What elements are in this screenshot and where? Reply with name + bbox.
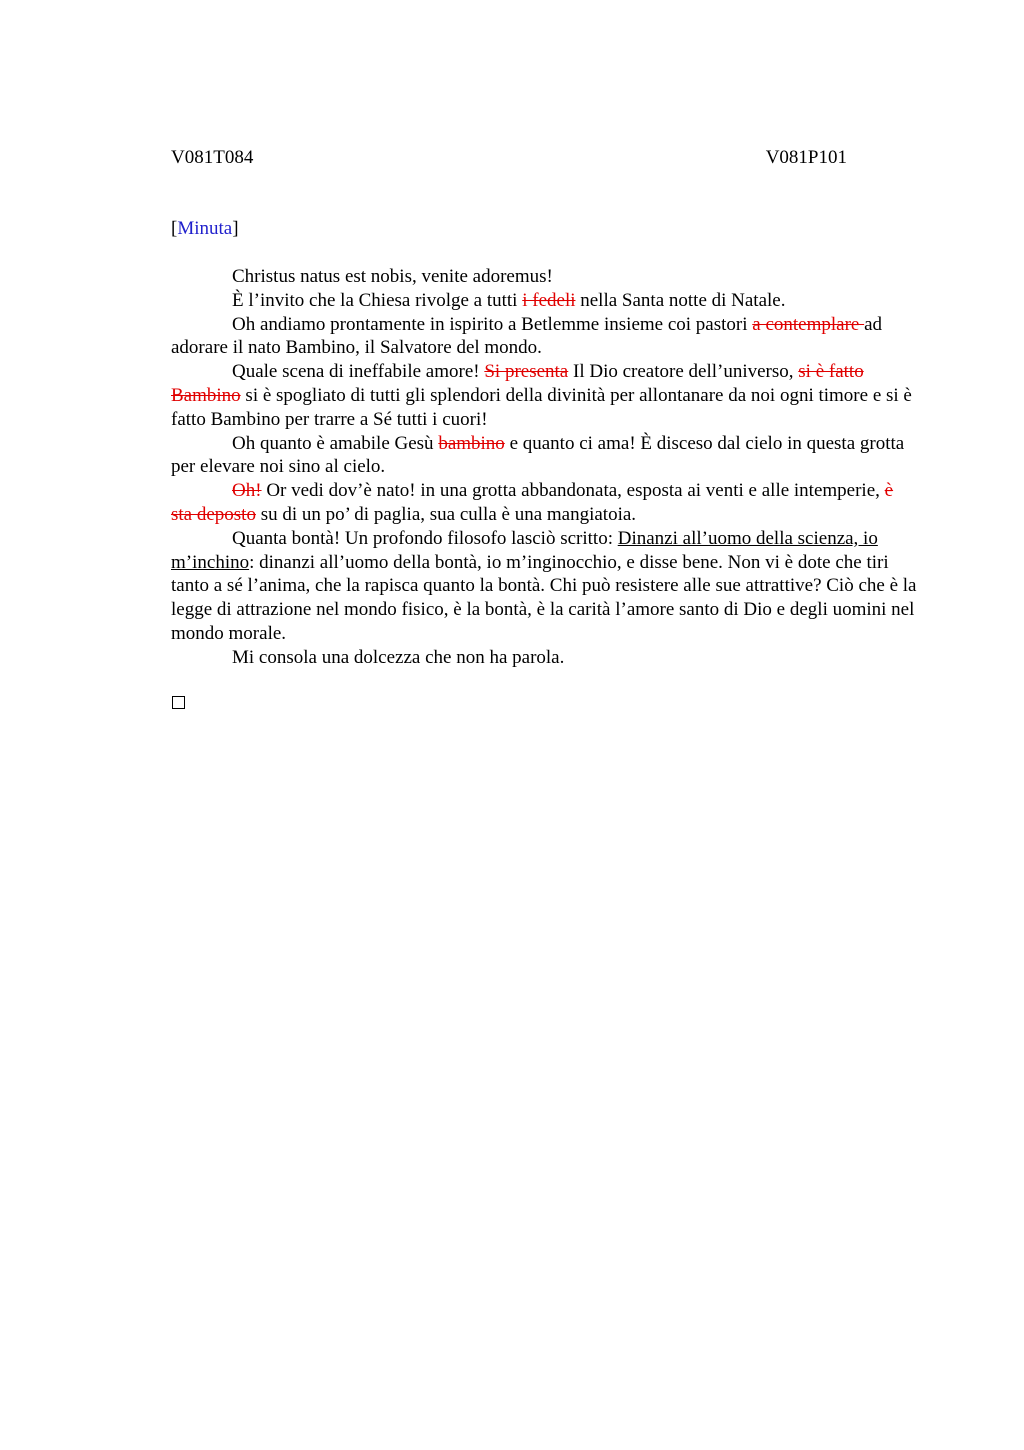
paragraph-text: Christus natus est nobis, venite adoremus! <box>232 266 553 287</box>
deleted-text: è sta deposto <box>171 480 894 525</box>
paragraph-text: nella Santa notte di Natale. <box>575 289 786 311</box>
label-close-bracket: ] <box>232 218 239 239</box>
paragraph-1 <box>171 265 917 289</box>
paragraph-text: si è spogliato di tutti gli splendori della divinità per allontanare da noi ogni timore e si è fatto Bambino per trarre a Sé tutti i cuori! <box>171 384 912 430</box>
deleted-text: Si presenta <box>484 361 569 383</box>
minuta-label <box>171 217 239 241</box>
deleted-text: bambino <box>438 432 505 454</box>
paragraph-text: Or vedi dov’è nato! in una grotta abbandonata, esposta ai venti e alle intemperie, <box>261 480 885 502</box>
paragraph-8 <box>171 646 917 670</box>
deleted-text: i fedeli <box>522 289 576 311</box>
deleted-text: si è fatto Bambino <box>171 361 864 406</box>
underlined-quote: Dinanzi all’uomo della scienza, io m’inchino <box>171 527 878 573</box>
deleted-text: Oh! <box>232 480 262 502</box>
deleted-text: a contemplare <box>752 313 865 335</box>
paragraph-5 <box>171 432 917 480</box>
paragraph-3 <box>171 313 917 361</box>
paragraph-text: Oh quanto è amabile Gesù <box>232 432 439 454</box>
paragraph-6 <box>171 479 917 527</box>
paragraph-text: su di un po’ di paglia, sua culla è una mangiatoia. <box>255 503 637 525</box>
paragraph-text: Oh andiamo prontamente in ispirito a Betlemme insieme coi pastori <box>232 313 753 335</box>
label-text: Minuta <box>177 218 233 239</box>
paragraph-text: È l’invito che la Chiesa rivolge a tutti <box>232 289 523 311</box>
paragraph-text: ad adorare il nato Bambino, il Salvatore del mondo. <box>171 313 883 359</box>
paragraph-text: Il Dio creatore dell’universo, <box>568 361 799 383</box>
end-square-icon <box>172 696 185 709</box>
paragraph-text: Quale scena di ineffabile amore! <box>232 361 485 383</box>
paragraph-4 <box>171 360 917 431</box>
paragraph-2 <box>171 289 917 313</box>
paragraph-7 <box>171 527 917 646</box>
paragraph-text: Quanta bontà! Un profondo filosofo lasciò scritto: <box>232 527 618 549</box>
header-right-code: V081P101 <box>765 147 847 168</box>
header-left-code: V081T084 <box>171 147 254 168</box>
label-open-bracket: [ <box>171 218 178 239</box>
paragraph-text: e quanto ci ama! È disceso dal cielo in questa grotta per elevare noi sino al cielo. <box>171 432 905 478</box>
document-body <box>171 265 917 670</box>
paragraph-text: : dinanzi all’uomo della bontà, io m’inginocchio, e disse bene. Non vi è dote che tiri tanto a sé l’anima, che la rapisca quanto la bontà. Chi può resistere alle sue attrattive? Ciò che è la legge di attrazione nel mondo fisico, è la bontà, è la carità l’amore santo di Dio e degli uomini nel mondo morale. <box>171 551 917 644</box>
paragraph-text: Mi consola una dolcezza che non ha parola. <box>232 646 565 668</box>
